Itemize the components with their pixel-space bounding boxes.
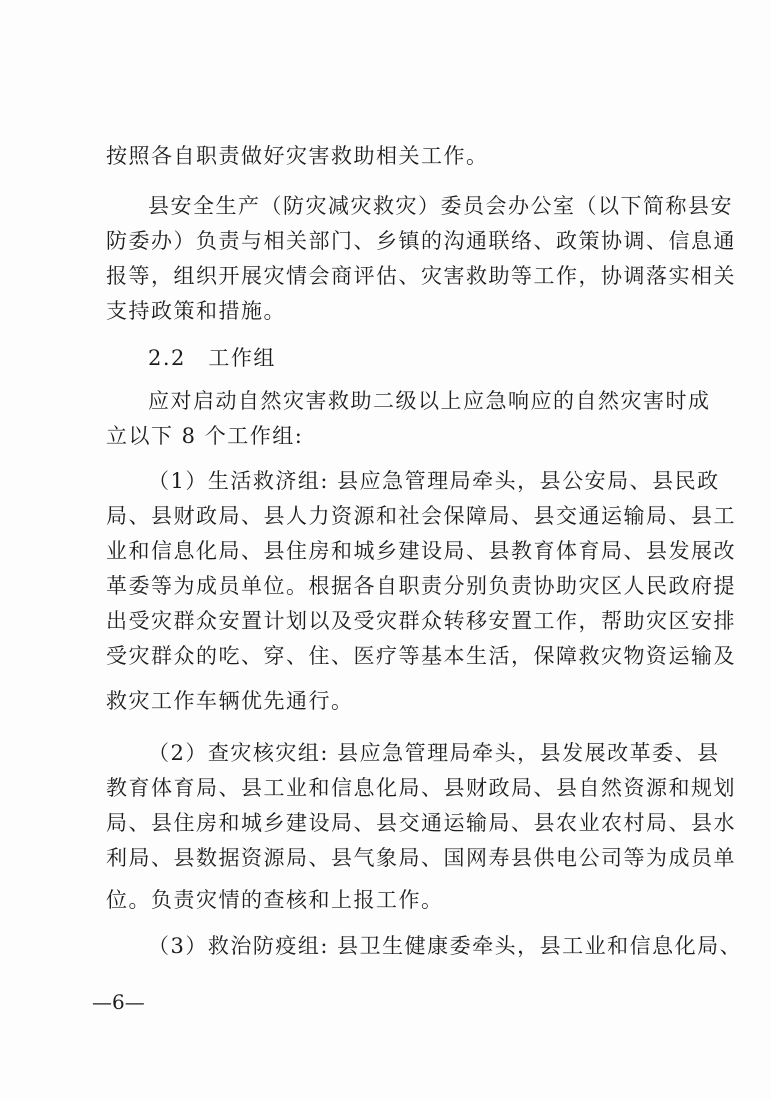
text-line: 立以下 8 个工作组: (106, 424, 304, 448)
text-line: （1）生活救济组: 县应急管理局牵头，县公安局、县民政 (148, 469, 720, 493)
text-line: 利局、县数据资源局、县气象局、国网寿县供电公司等为成员单 (106, 846, 736, 870)
section-heading: 2.2 工作组 (148, 346, 276, 370)
text-line: 县安全生产（防灾减灾救灾）委员会办公室（以下简称县安 (148, 194, 733, 218)
text-line: 救灾工作车辆优先通行。 (106, 689, 354, 713)
text-line: （2）查灾核灾组: 县应急管理局牵头，县发展改革委、县 (148, 741, 720, 765)
text-line: 业和信息化局、县住房和城乡建设局、县教育体育局、县发展改 (106, 539, 736, 563)
text-line: 出受灾群众安置计划以及受灾群众转移安置工作，帮助灾区安排 (106, 609, 736, 633)
text-line: 受灾群众的吃、穿、住、医疗等基本生活，保障救灾物资运输及 (106, 644, 736, 668)
text-line: 报等，组织开展灾情会商评估、灾害救助等工作，协调落实相关 (106, 264, 736, 288)
text-line: 革委等为成员单位。根据各自职责分别负责协助灾区人民政府提 (106, 574, 736, 598)
text-line: 防委办）负责与相关部门、乡镇的沟通联络、政策协调、信息通 (106, 229, 736, 253)
text-line: 局、县住房和城乡建设局、县交通运输局、县农业农村局、县水 (106, 811, 736, 835)
text-line: （3）救治防疫组: 县卫生健康委牵头，县工业和信息化局、 (148, 934, 743, 958)
page-number: —6— (92, 990, 145, 1014)
text-line: 局、县财政局、县人力资源和社会保障局、县交通运输局、县工 (106, 504, 736, 528)
text-line: 支持政策和措施。 (106, 299, 286, 323)
text-line: 教育体育局、县工业和信息化局、县财政局、县自然资源和规划 (106, 776, 736, 800)
text-line: 应对启动自然灾害救助二级以上应急响应的自然灾害时成 (148, 389, 711, 413)
text-line: 按照各自职责做好灾害救助相关工作。 (106, 144, 489, 168)
text-line: 位。负责灾情的查核和上报工作。 (106, 888, 444, 912)
